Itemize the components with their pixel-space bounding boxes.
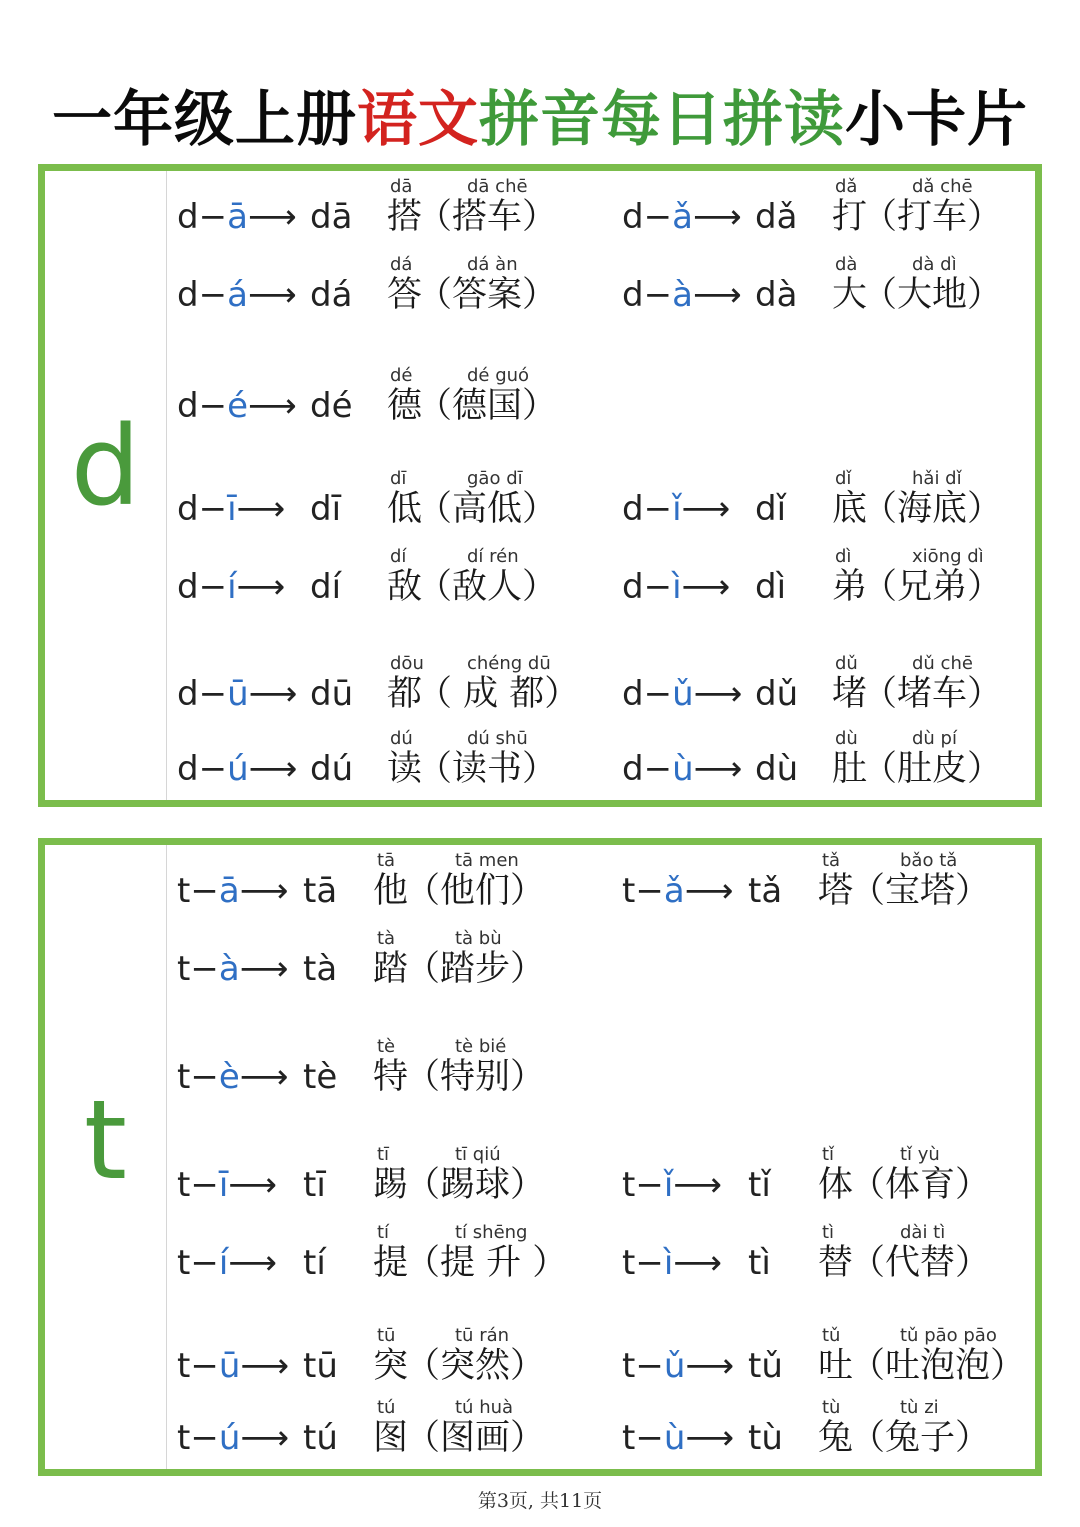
- word-pinyin: dài tì: [900, 1222, 946, 1243]
- dash: −: [190, 1165, 219, 1205]
- syllable-result: dà: [755, 275, 798, 315]
- initial-letter: t: [83, 1076, 128, 1204]
- word-pinyin: tù zi: [900, 1397, 939, 1418]
- example-word: （肚皮）: [862, 749, 1003, 789]
- example-word: （答案）: [417, 275, 558, 315]
- syllable-result: tī: [303, 1165, 326, 1205]
- character-pinyin: tǐ: [822, 1144, 835, 1165]
- vowel: ù: [663, 1418, 686, 1458]
- arrow-icon: ⟶: [684, 871, 734, 911]
- arrow-icon: ⟶: [692, 197, 742, 237]
- hanzi-character: 读: [387, 749, 423, 789]
- character-pinyin: dù: [835, 728, 858, 749]
- arrow-icon: ⟶: [248, 386, 297, 426]
- hanzi-character: 吐: [818, 1346, 854, 1386]
- dash: −: [190, 1057, 219, 1097]
- word-pinyin: tī qiú: [455, 1144, 501, 1165]
- vowel: ā: [218, 871, 240, 911]
- consonant: d: [177, 674, 199, 714]
- spelling-formula: [177, 567, 285, 607]
- vowel: ú: [218, 1418, 241, 1458]
- hanzi-character: 都: [387, 674, 423, 714]
- arrow-icon: ⟶: [239, 871, 289, 911]
- word-pinyin: tè bié: [455, 1036, 507, 1057]
- word-pinyin: tú huà: [455, 1397, 514, 1418]
- vowel: ì: [672, 567, 682, 607]
- arrow-icon: ⟶: [236, 489, 286, 529]
- dash: −: [643, 275, 673, 315]
- example-word: （代替）: [850, 1243, 991, 1283]
- spelling-formula: [622, 871, 733, 911]
- word-pinyin: xiōng dì: [912, 546, 984, 567]
- arrow-icon: ⟶: [685, 1418, 735, 1458]
- character-pinyin: tī: [377, 1144, 390, 1165]
- consonant: d: [622, 275, 644, 315]
- title-part-4: 小卡片: [845, 85, 1028, 155]
- character-pinyin: tì: [822, 1222, 835, 1243]
- syllable-result: tè: [303, 1057, 338, 1097]
- character-pinyin: dǎ: [835, 176, 858, 197]
- consonant: t: [177, 871, 191, 911]
- consonant: d: [177, 749, 199, 789]
- character-pinyin: dì: [835, 546, 852, 567]
- syllable-result: tǎ: [748, 871, 783, 911]
- syllable-result: dé: [310, 386, 353, 426]
- consonant: d: [622, 567, 644, 607]
- character-pinyin: dōu: [390, 653, 424, 674]
- word-pinyin: dá àn: [467, 254, 518, 275]
- vowel: è: [218, 1057, 240, 1097]
- hanzi-character: 德: [387, 386, 423, 426]
- example-word: （德国）: [417, 386, 558, 426]
- dash: −: [190, 871, 219, 911]
- hanzi-character: 塔: [818, 871, 854, 911]
- word-pinyin: dí rén: [467, 546, 519, 567]
- example-word: （踢球）: [405, 1165, 546, 1205]
- example-word: （特别）: [405, 1057, 546, 1097]
- hanzi-character: 敌: [387, 567, 423, 607]
- hanzi-character: 堵: [832, 674, 868, 714]
- dash: −: [635, 871, 664, 911]
- syllable-result: dí: [310, 567, 342, 607]
- spelling-formula: [622, 1165, 722, 1205]
- consonant: t: [177, 1057, 191, 1097]
- word-pinyin: tà bù: [455, 928, 502, 949]
- arrow-icon: ⟶: [685, 1346, 735, 1386]
- word-pinyin: dú shū: [467, 728, 528, 749]
- spelling-formula: [622, 1418, 734, 1458]
- word-pinyin: dù pí: [912, 728, 957, 749]
- character-pinyin: dé: [390, 365, 413, 386]
- example-word: （他们）: [405, 871, 546, 911]
- character-pinyin: tǎ: [822, 850, 841, 871]
- hanzi-character: 踢: [373, 1165, 409, 1205]
- arrow-icon: ⟶: [248, 749, 298, 789]
- arrow-icon: ⟶: [240, 1346, 290, 1386]
- character-pinyin: dǔ: [835, 653, 858, 674]
- dash: −: [643, 197, 673, 237]
- consonant: t: [177, 1346, 191, 1386]
- word-pinyin: dǎ chē: [912, 176, 973, 197]
- spelling-formula: [177, 949, 288, 989]
- hanzi-character: 兔: [818, 1418, 854, 1458]
- syllable-result: tí: [303, 1243, 326, 1283]
- syllable-result: tù: [748, 1418, 783, 1458]
- word-pinyin: chéng dū: [467, 653, 551, 674]
- spelling-formula: [177, 674, 297, 714]
- consonant: t: [622, 1418, 636, 1458]
- dash: −: [190, 1346, 219, 1386]
- arrow-icon: ⟶: [239, 949, 289, 989]
- character-pinyin: dà: [835, 254, 858, 275]
- syllable-result: dǎ: [755, 197, 798, 237]
- example-word: （ 成 都）: [417, 674, 580, 714]
- hanzi-character: 弟: [832, 567, 868, 607]
- vowel: ī: [227, 489, 237, 529]
- syllable-result: dā: [310, 197, 353, 237]
- syllable-result: tā: [303, 871, 338, 911]
- character-pinyin: dá: [390, 254, 413, 275]
- hanzi-character: 突: [373, 1346, 409, 1386]
- spelling-formula: [177, 489, 285, 529]
- word-pinyin: hǎi dǐ: [912, 468, 962, 489]
- hanzi-character: 答: [387, 275, 423, 315]
- arrow-icon: ⟶: [673, 1165, 723, 1205]
- vowel: í: [227, 567, 237, 607]
- card-divider: [166, 845, 167, 1469]
- character-pinyin: tā: [377, 850, 396, 871]
- consonant: d: [622, 489, 644, 529]
- arrow-icon: ⟶: [240, 1418, 290, 1458]
- consonant: d: [177, 489, 199, 529]
- vowel: ā: [227, 197, 248, 237]
- card-initial-d: [38, 164, 1042, 807]
- vowel: à: [672, 275, 693, 315]
- hanzi-character: 肚: [832, 749, 868, 789]
- vowel: ǐ: [663, 1165, 674, 1205]
- arrow-icon: ⟶: [228, 1243, 278, 1283]
- arrow-icon: ⟶: [692, 275, 742, 315]
- consonant: t: [622, 1165, 636, 1205]
- dash: −: [198, 567, 228, 607]
- spelling-formula: [622, 197, 742, 237]
- spelling-formula: [177, 386, 297, 426]
- word-pinyin: dà dì: [912, 254, 957, 275]
- consonant: t: [177, 1418, 191, 1458]
- syllable-result: dì: [755, 567, 787, 607]
- syllable-result: tǔ: [748, 1346, 783, 1386]
- vowel: ǐ: [672, 489, 682, 529]
- character-pinyin: dā: [390, 176, 413, 197]
- word-pinyin: gāo dī: [467, 468, 523, 489]
- example-word: （宝塔）: [850, 871, 991, 911]
- consonant: t: [622, 1346, 636, 1386]
- arrow-icon: ⟶: [681, 489, 731, 529]
- vowel: ī: [218, 1165, 229, 1205]
- syllable-result: dū: [310, 674, 354, 714]
- spelling-formula: [177, 1418, 289, 1458]
- dash: −: [190, 1243, 219, 1283]
- example-word: （大地）: [862, 275, 1003, 315]
- hanzi-character: 特: [373, 1057, 409, 1097]
- vowel: á: [227, 275, 248, 315]
- syllable-result: dú: [310, 749, 354, 789]
- spelling-formula: [177, 749, 297, 789]
- vowel: ù: [672, 749, 694, 789]
- vowel: ǎ: [672, 197, 693, 237]
- arrow-icon: ⟶: [693, 749, 743, 789]
- character-pinyin: dú: [390, 728, 413, 749]
- card-initial-t: [38, 838, 1042, 1476]
- spelling-formula: [622, 749, 742, 789]
- spelling-formula: [622, 275, 742, 315]
- arrow-icon: ⟶: [247, 197, 297, 237]
- dash: −: [198, 674, 228, 714]
- spelling-formula: [622, 489, 730, 529]
- dash: −: [643, 749, 673, 789]
- example-word: （体育）: [850, 1165, 991, 1205]
- character-pinyin: tù: [822, 1397, 841, 1418]
- word-pinyin: bǎo tǎ: [900, 850, 958, 871]
- word-pinyin: dā chē: [467, 176, 528, 197]
- syllable-result: dǔ: [755, 674, 799, 714]
- dash: −: [198, 489, 228, 529]
- vowel: ǎ: [663, 871, 685, 911]
- arrow-icon: ⟶: [693, 674, 743, 714]
- hanzi-character: 底: [832, 489, 868, 529]
- dash: −: [198, 749, 228, 789]
- hanzi-character: 搭: [387, 197, 423, 237]
- word-pinyin: dǔ chē: [912, 653, 973, 674]
- syllable-result: dī: [310, 489, 342, 529]
- spelling-formula: [177, 1165, 277, 1205]
- page-footer: 第3页, 共11页: [477, 1490, 603, 1512]
- example-word: （提 升 ）: [405, 1243, 568, 1283]
- consonant: t: [177, 1243, 191, 1283]
- vowel: ú: [227, 749, 249, 789]
- spelling-formula: [622, 674, 742, 714]
- spelling-formula: [177, 871, 288, 911]
- dash: −: [635, 1346, 664, 1386]
- hanzi-character: 他: [373, 871, 409, 911]
- card-divider: [166, 171, 167, 800]
- character-pinyin: dí: [390, 546, 407, 567]
- consonant: d: [177, 197, 199, 237]
- dash: −: [635, 1243, 664, 1283]
- hanzi-character: 提: [373, 1243, 409, 1283]
- spelling-formula: [622, 1346, 734, 1386]
- character-pinyin: tè: [377, 1036, 396, 1057]
- spelling-formula: [177, 1346, 289, 1386]
- word-pinyin: tū rán: [455, 1325, 510, 1346]
- consonant: d: [177, 386, 199, 426]
- spelling-formula: [622, 567, 730, 607]
- dash: −: [190, 1418, 219, 1458]
- hanzi-character: 踏: [373, 949, 409, 989]
- arrow-icon: ⟶: [248, 674, 298, 714]
- hanzi-character: 图: [373, 1418, 409, 1458]
- example-word: （敌人）: [417, 567, 558, 607]
- word-pinyin: tǔ pāo pāo: [900, 1325, 997, 1346]
- syllable-result: tǐ: [748, 1165, 771, 1205]
- arrow-icon: ⟶: [239, 1057, 289, 1097]
- character-pinyin: tū: [377, 1325, 396, 1346]
- hanzi-character: 大: [832, 275, 868, 315]
- example-word: （踏步）: [405, 949, 546, 989]
- consonant: d: [622, 197, 644, 237]
- consonant: d: [177, 275, 199, 315]
- spelling-formula: [622, 1243, 722, 1283]
- vowel: à: [218, 949, 240, 989]
- syllable-result: tū: [303, 1346, 338, 1386]
- vowel: ì: [663, 1243, 674, 1283]
- dash: −: [198, 386, 228, 426]
- character-pinyin: tǔ: [822, 1325, 841, 1346]
- spelling-formula: [177, 275, 297, 315]
- hanzi-character: 体: [818, 1165, 854, 1205]
- dash: −: [198, 197, 228, 237]
- dash: −: [635, 1418, 664, 1458]
- initial-letter: d: [70, 402, 141, 530]
- dash: −: [198, 275, 228, 315]
- syllable-result: tà: [303, 949, 338, 989]
- example-word: （图画）: [405, 1418, 546, 1458]
- title-part-1: 一年级上册: [52, 85, 357, 155]
- vowel: ǔ: [663, 1346, 686, 1386]
- example-word: （兔子）: [850, 1418, 991, 1458]
- hanzi-character: 替: [818, 1243, 854, 1283]
- example-word: （堵车）: [862, 674, 1003, 714]
- title-part-2: 语文: [357, 85, 479, 155]
- syllable-result: tì: [748, 1243, 771, 1283]
- consonant: d: [622, 674, 644, 714]
- character-pinyin: dǐ: [835, 468, 852, 489]
- vowel: ū: [227, 674, 249, 714]
- consonant: t: [622, 871, 636, 911]
- consonant: t: [177, 1165, 191, 1205]
- example-word: （突然）: [405, 1346, 546, 1386]
- syllable-result: tú: [303, 1418, 338, 1458]
- word-pinyin: tǐ yù: [900, 1144, 940, 1165]
- syllable-result: dǐ: [755, 489, 787, 529]
- example-word: （搭车）: [417, 197, 558, 237]
- character-pinyin: tí: [377, 1222, 390, 1243]
- consonant: d: [177, 567, 199, 607]
- dash: −: [635, 1165, 664, 1205]
- spelling-formula: [177, 1243, 277, 1283]
- example-word: （读书）: [417, 749, 558, 789]
- arrow-icon: ⟶: [247, 275, 297, 315]
- syllable-result: dá: [310, 275, 353, 315]
- dash: −: [643, 674, 673, 714]
- hanzi-character: 打: [832, 197, 868, 237]
- spelling-formula: [177, 1057, 289, 1097]
- arrow-icon: ⟶: [228, 1165, 278, 1205]
- example-word: （吐泡泡）: [850, 1346, 1026, 1386]
- title-part-3: 拼音每日拼读: [479, 85, 845, 155]
- vowel: é: [227, 386, 249, 426]
- arrow-icon: ⟶: [673, 1243, 723, 1283]
- word-pinyin: tí shēng: [455, 1222, 528, 1243]
- example-word: （打车）: [862, 197, 1003, 237]
- character-pinyin: tà: [377, 928, 396, 949]
- example-word: （海底）: [862, 489, 1003, 529]
- character-pinyin: dī: [390, 468, 407, 489]
- consonant: t: [622, 1243, 636, 1283]
- dash: −: [643, 489, 673, 529]
- consonant: t: [177, 949, 191, 989]
- consonant: d: [622, 749, 644, 789]
- word-pinyin: tā men: [455, 850, 519, 871]
- vowel: ǔ: [672, 674, 694, 714]
- page-title: [0, 72, 1080, 158]
- vowel: í: [218, 1243, 229, 1283]
- example-word: （兄弟）: [862, 567, 1003, 607]
- example-word: （高低）: [417, 489, 558, 529]
- vowel: ū: [218, 1346, 241, 1386]
- word-pinyin: dé guó: [467, 365, 530, 386]
- character-pinyin: tú: [377, 1397, 396, 1418]
- hanzi-character: 低: [387, 489, 423, 529]
- spelling-formula: [177, 197, 297, 237]
- syllable-result: dù: [755, 749, 799, 789]
- arrow-icon: ⟶: [681, 567, 731, 607]
- dash: −: [190, 949, 219, 989]
- dash: −: [643, 567, 673, 607]
- arrow-icon: ⟶: [236, 567, 286, 607]
